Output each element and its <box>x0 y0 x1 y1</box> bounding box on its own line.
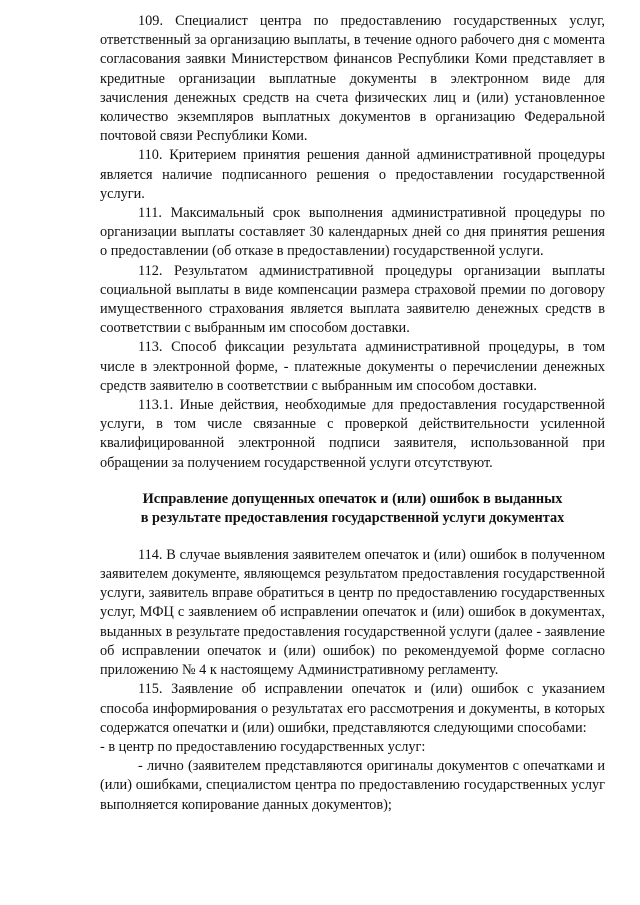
paragraph-112: 112. Результатом административной процедуры организации выплаты социальной выплаты в виде компенсации размера страховой премии по договору имущественного страхования является выплата заявителю денежных средств в соответствии с выбранным им способом доставки. <box>100 262 605 337</box>
paragraph-115: 115. Заявление об исправлении опечаток и (или) ошибок с указанием способа информирования о результатах его рассмотрения и документы, в которых содержатся опечатки и (или) ошибки, представляются следующими способами: <box>100 681 605 736</box>
list-item-mfc-center: - в центр по предоставлению государственных услуг: <box>100 738 426 755</box>
paragraph-113: 113. Способ фиксации результата административной процедуры, в том числе в электронной форме, - платежные документы о перечислении денежных средств заявителю в соответствии с выбранным им способом доставки. <box>100 339 605 394</box>
section-heading-line-1: Исправление допущенных опечаток и (или) ошибок в выданных <box>142 490 563 507</box>
paragraph-109: 109. Специалист центра по предоставлению государственных услуг, ответственный за организацию выплаты, в течение одного рабочего дня с момента согласования заявки Министерством финансов Республики Коми представляет в кредитные организации выплатные документы в электронном виде для зачисления денежных средств на счета физических лиц и (или) установленное количество экземпляров выплатных документов в организацию Федеральной почтовой связи Республики Коми. <box>100 13 605 145</box>
list-item-in-person: - лично (заявителем представляются оригиналы документов с опечатками и (или) ошибками, специалистом центра по предоставлению государственных услуг выполняется копирование данных документов); <box>100 758 605 813</box>
document-page <box>100 12 605 815</box>
paragraph-111: 111. Максимальный срок выполнения административной процедуры по организации выплаты составляет 30 календарных дней со дня принятия решения о предоставлении (об отказе в предоставлении) государственной услуги. <box>100 205 605 260</box>
section-heading-line-2: в результате предоставления государственной услуги документах <box>140 509 565 526</box>
paragraph-114: 114. В случае выявления заявителем опечаток и (или) ошибок в полученном заявителем документе, являющемся результатом предоставления государственной услуги, заявитель вправе обратиться в центр по предоставлению государственных услуг, МФЦ с заявлением об исправлении опечаток и (или) ошибок в документах, выданных в результате предоставления государственной услуги (далее - заявление об исправлении опечаток и (или) ошибок) по рекомендуемой форме согласно приложению № 4 к настоящему Административному регламенту. <box>100 546 605 679</box>
paragraph-110: 110. Критерием принятия решения данной административной процедуры является наличие подписанного решения о предоставлении государственной услуги. <box>100 147 605 202</box>
paragraph-113-1: 113.1. Иные действия, необходимые для предоставления государственной услуги, в том числе связанные с проверкой действительности усиленной квалифицированной электронной подписи заявителя, использованной при обращении за получением государственной услуги отсутствуют. <box>100 397 605 471</box>
section-heading <box>100 490 605 528</box>
